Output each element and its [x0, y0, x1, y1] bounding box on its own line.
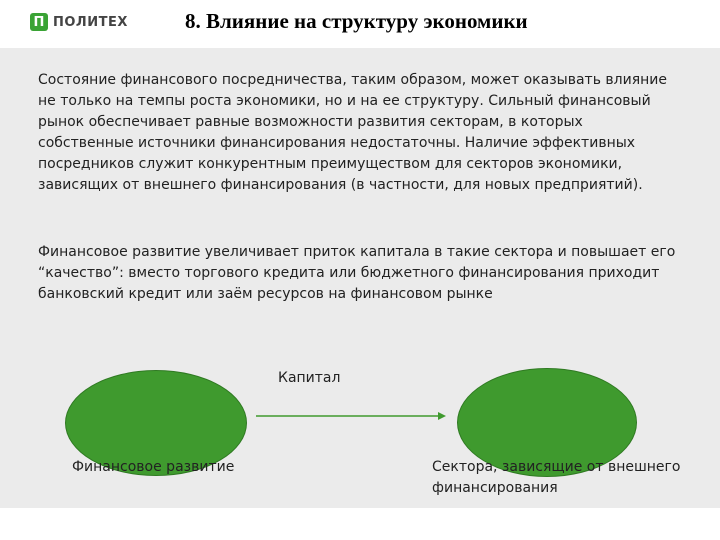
logo: [30, 10, 128, 34]
capital-flow-arrow-icon: [256, 410, 446, 422]
right-node-label: Сектора, зависящие от внешнего финансирования: [432, 459, 681, 496]
logo-mark-icon: П: [30, 13, 48, 31]
arrow-label: Капитал: [278, 370, 341, 386]
logo-text: ПОЛИТЕХ: [53, 14, 128, 30]
slide-content: [0, 48, 720, 508]
paragraph-1: Состояние финансового посредничества, таким образом, может оказывать влияние не только на темпы роста экономики, но и на ее структуру. Сильный финансовый рынок обеспечивает равные возможности развития секторам, в которых собственные источники финансирования недостаточны. Наличие эффективных посредников служит конкурентным преимуществом для секторов экономики, зависящих от внешнего финансирования (в частности, для новых предприятий).: [38, 72, 667, 193]
slide-title: 8. Влияние на структуру экономики: [185, 9, 528, 33]
left-node-label: Финансовое развитие: [72, 459, 235, 475]
paragraph-2: Финансовое развитие увеличивает приток капитала в такие сектора и повышает его “качество”: вместо торгового кредита или бюджетного финансирования приходит банковский кредит или заём ресурсов на финансовом рынке: [38, 244, 676, 302]
slide-header: [0, 0, 720, 46]
